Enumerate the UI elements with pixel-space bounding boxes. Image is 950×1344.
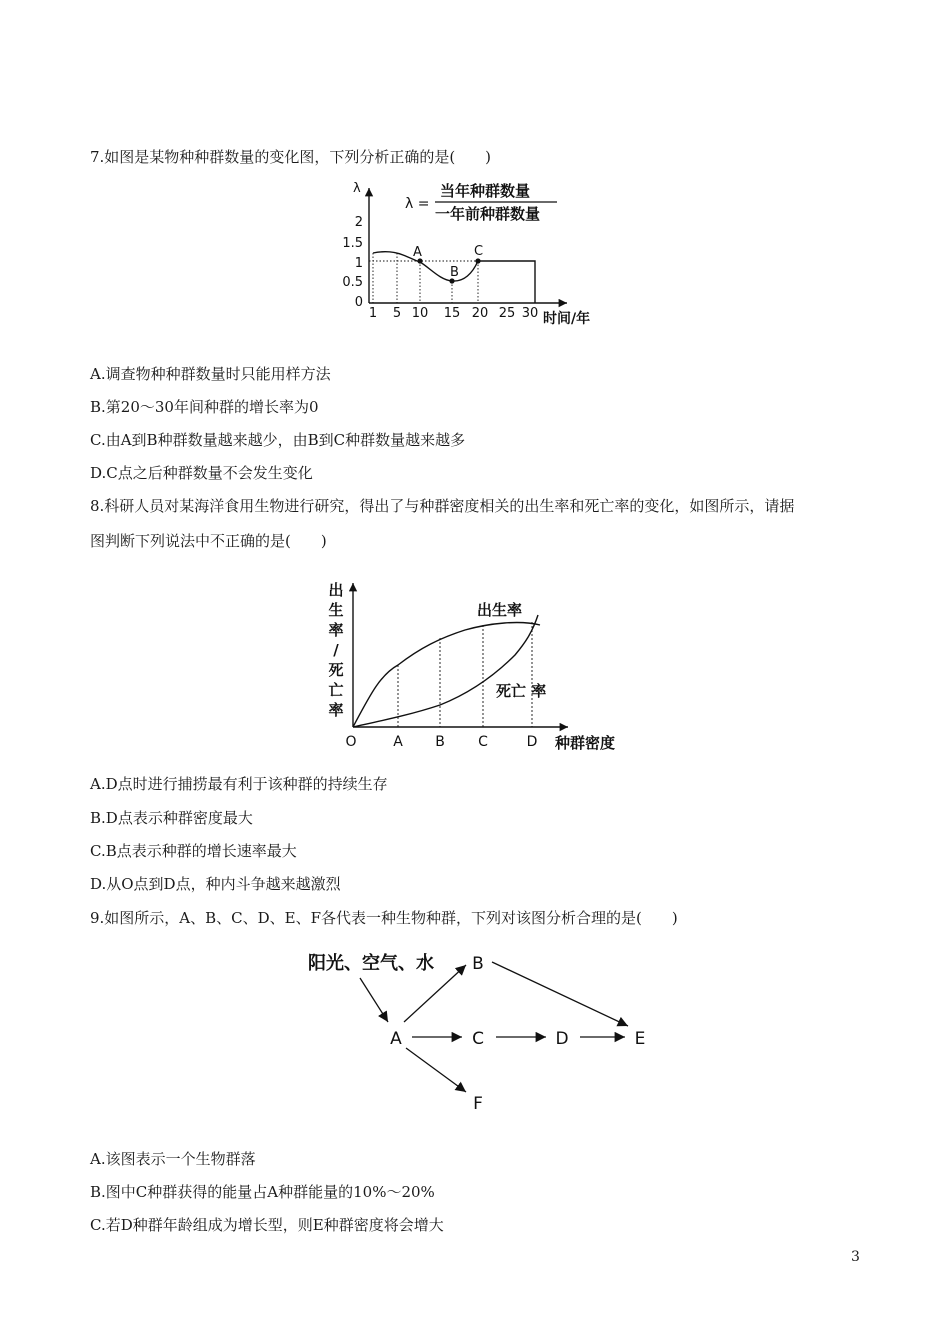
q9-option-c: C.若D种群年龄组成为增长型，则E种群密度将会增大 (90, 1216, 444, 1234)
q7-option-a: A.调查物种种群数量时只能用样方法 (90, 365, 331, 383)
svg-text:率: 率 (328, 701, 344, 719)
q7-xtick-15: 15 (443, 306, 461, 321)
q8-birth-death-chart (320, 575, 630, 755)
q9-arrow-a-f (406, 1048, 466, 1092)
q7-xtick-30: 30 (521, 306, 539, 321)
q8-option-c: C.B点表示种群的增长速率最大 (90, 842, 297, 860)
q7-lambda-chart (335, 176, 605, 328)
svg-text:生: 生 (328, 601, 344, 619)
q7-stem: 7.如图是某物种种群数量的变化图，下列分析正确的是( ) (90, 148, 492, 166)
q7-ytick-2: 2 (354, 215, 363, 230)
q9-node-f: F (473, 1094, 483, 1114)
q7-label-b: B (450, 265, 459, 280)
q8-death-curve (353, 615, 538, 727)
q9-option-a: A.该图表示一个生物群落 (90, 1150, 256, 1168)
q8-birth-curve (353, 623, 540, 727)
q9-source: 阳光、空气、水 (308, 953, 434, 974)
svg-text:亡: 亡 (328, 681, 344, 699)
q7-option-b: B.第20～30年间种群的增长率为0 (90, 398, 319, 416)
svg-text:死: 死 (328, 661, 344, 679)
svg-text:出: 出 (328, 581, 344, 599)
q9-food-web-diagram (300, 940, 660, 1120)
q8-option-b: B.D点表示种群密度最大 (90, 809, 253, 827)
q8-option-d: D.从O点到D点，种内斗争越来越激烈 (90, 875, 341, 893)
q9-node-d: D (555, 1029, 569, 1049)
page-number: 3 (851, 1249, 860, 1265)
q8-stem-line2: 图判断下列说法中不正确的是( ) (90, 532, 327, 550)
q7-formula-lhs: λ = (405, 196, 430, 212)
q7-label-c: C (474, 244, 484, 259)
q7-x-label: 时间/年 (543, 311, 591, 327)
q8-xtick-b: B (435, 734, 445, 750)
q7-label-a: A (413, 245, 422, 260)
q7-option-c: C.由A到B种群数量越来越少，由B到C种群数量越来越多 (90, 431, 466, 449)
svg-text:/: / (333, 641, 339, 659)
q7-formula-denominator: 一年前种群数量 (435, 205, 541, 223)
q7-xtick-25: 25 (498, 306, 516, 321)
q7-y-ticks (342, 215, 363, 310)
q7-formula-numerator: 当年种群数量 (440, 182, 531, 200)
q7-ytick-1.5: 1.5 (342, 236, 363, 251)
q9-arrow-source-a (360, 978, 388, 1022)
q8-xtick-o: O (345, 734, 357, 750)
q9-arrow-b-e (492, 962, 628, 1026)
q7-xtick-1: 1 (368, 306, 378, 321)
q9-node-a: A (390, 1029, 402, 1049)
q9-node-b: B (472, 954, 484, 974)
svg-text:率: 率 (328, 621, 344, 639)
q7-ytick-0: 0 (354, 295, 363, 310)
q9-node-e: E (634, 1029, 646, 1049)
q7-option-d: D.C点之后种群数量不会发生变化 (90, 464, 313, 482)
q8-x-ticks (345, 734, 537, 750)
q7-x-ticks (369, 306, 538, 321)
q9-option-b: B.图中C种群获得的能量占A种群能量的10%～20% (90, 1183, 435, 1201)
q7-ytick-1: 1 (354, 256, 363, 271)
q8-xtick-c: C (478, 734, 488, 750)
q8-stem-line1: 8.科研人员对某海洋食用生物进行研究，得出了与种群密度相关的出生率和死亡率的变化，如图所示，请据 (90, 497, 795, 515)
q7-xtick-20: 20 (471, 306, 489, 321)
q8-xtick-a: A (393, 734, 403, 750)
q7-point-c (475, 258, 480, 263)
q8-x-label: 种群密度 (555, 734, 616, 752)
q7-xtick-5: 5 (392, 306, 402, 321)
q7-ytick-0.5: 0.5 (342, 275, 363, 290)
q8-y-label (328, 581, 343, 719)
q8-xtick-d: D (526, 734, 538, 750)
q8-birth-label: 出生率 (477, 601, 523, 619)
q9-arrows (360, 962, 628, 1092)
q7-y-label: λ (353, 181, 361, 196)
q9-node-c: C (472, 1029, 484, 1049)
q7-xtick-10: 10 (411, 306, 429, 321)
q8-death-label: 死亡 率 (496, 682, 547, 700)
q9-stem: 9.如图所示，A、B、C、D、E、F各代表一种生物种群，下列对该图分析合理的是( ) (90, 909, 678, 927)
q8-option-a: A.D点时进行捕捞最有利于该种群的持续生存 (90, 775, 388, 793)
